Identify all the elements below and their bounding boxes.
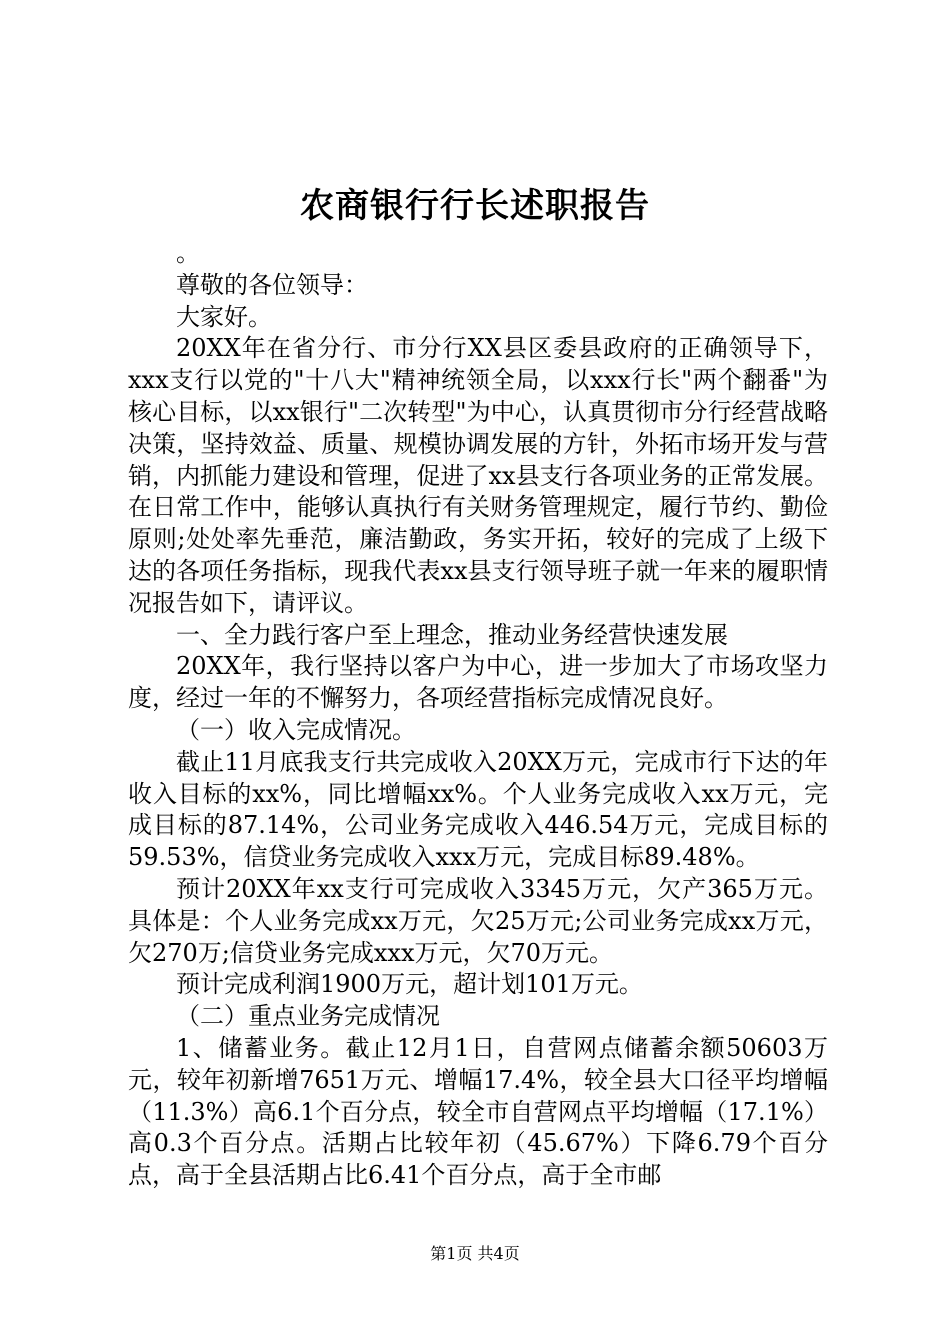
document-title: 农商银行行长述职报告 [300, 186, 650, 226]
paragraph: 截止11月底我支行共完成收入20XX万元，完成市行下达的年收入目标的xx%，同比增幅xx%。个人业务完成收入xx万元，完成目标的87.14%，公司业务完成收入446.54万元，完成目标的59.53%，信贷业务完成收入xxx万元，完成目标89.48%。 [128, 747, 828, 872]
document-body [128, 238, 828, 1192]
subsection-heading: （二）重点业务完成情况 [176, 1002, 440, 1031]
greeting-paragraph: 尊敬的各位领导： [176, 270, 368, 299]
subsection-heading: （一）收入完成情况。 [176, 715, 416, 744]
paragraph: 预计20XX年xx支行可完成收入3345万元，欠产365万元。具体是：个人业务完成xx万元，欠25万元;公司业务完成xx万元，欠270万;信贷业务完成xxx万元，欠70万元。 [128, 874, 828, 967]
paragraph: 大家好。 [176, 302, 272, 331]
page-footer: 第1页 共4页 [430, 1244, 520, 1263]
paragraph: 。 [176, 239, 200, 267]
paragraph: 预计完成利润1900万元，超计划101万元。 [176, 970, 643, 999]
paragraph: 20XX年在省分行、市分行XX县区委县政府的正确领导下，xxx支行以党的"十八大"精神统领全局，以xxx行长"两个翻番"为核心目标，以xx银行"二次转型"为中心，认真贯彻市分行经营战略决策，坚持效益、质量、规模协调发展的方针，外拓市场开发与营销，内抓能力建设和管理，促进了xx县支行各项业务的正常发展。在日常工作中，能够认真执行有关财务管理规定，履行节约、勤俭原则;处处率先垂范，廉洁勤政，务实开拓，较好的完成了上级下达的各项任务指标，现我代表xx县支行领导班子就一年来的履职情况报告如下，请评议。 [128, 334, 828, 617]
section-heading: 一、全力践行客户至上理念，推动业务经营快速发展 [176, 620, 728, 649]
paragraph: 1、储蓄业务。截止12月1日，自营网点储蓄余额50603万元，较年初新增7651万元、增幅17.4%，较全县大口径平均增幅（11.3%）高6.1个百分点，较全市自营网点平均增幅（17.1%）高0.3个百分点。活期占比较年初（45.67%）下降6.79个百分点，高于全县活期占比6.41个百分点，高于全市邮 [128, 1033, 828, 1190]
paragraph: 20XX年，我行坚持以客户为中心，进一步加大了市场攻坚力度，经过一年的不懈努力，各项经营指标完成情况良好。 [128, 652, 828, 713]
